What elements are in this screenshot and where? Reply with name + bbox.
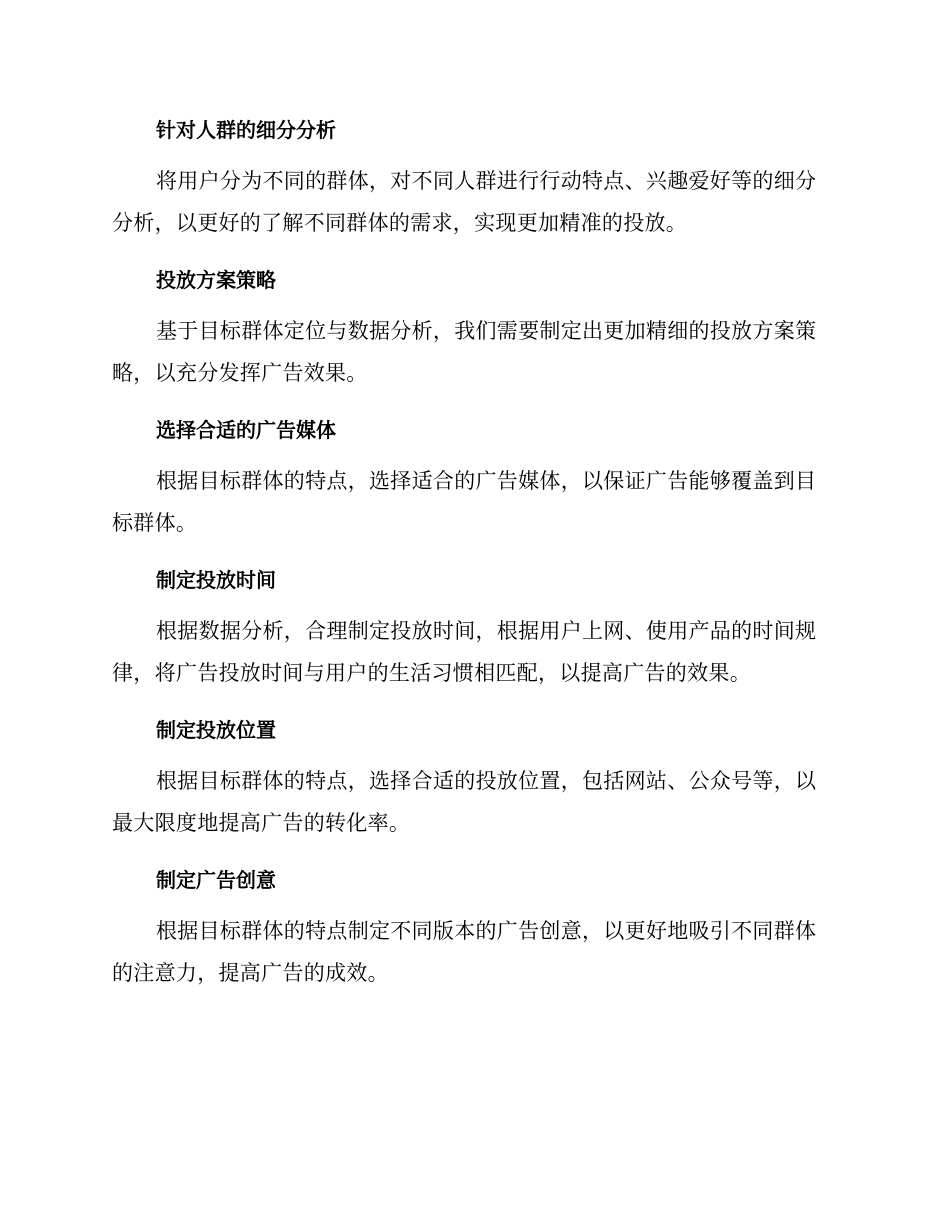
section-heading-creative: 制定广告创意 <box>156 868 276 892</box>
section-body-creative: 根据目标群体的特点制定不同版本的广告创意，以更好地吸引不同群体的注意力，提高广告的成效。 <box>112 919 817 985</box>
section-body-media: 根据目标群体的特点，选择适合的广告媒体，以保证广告能够覆盖到目标群体。 <box>112 469 817 535</box>
section-heading-timing: 制定投放时间 <box>156 568 276 592</box>
section-heading-segment-analysis: 针对人群的细分分析 <box>156 118 336 142</box>
section-body-timing: 根据数据分析，合理制定投放时间，根据用户上网、使用产品的时间规律，将广告投放时间与用户的生活习惯相匹配，以提高广告的效果。 <box>112 619 817 685</box>
section-body-segment-analysis: 将用户分为不同的群体，对不同人群进行行动特点、兴趣爱好等的细分分析，以更好的了解不同群体的需求，实现更加精准的投放。 <box>112 169 817 235</box>
document-content <box>112 108 832 1008</box>
section-heading-strategy: 投放方案策略 <box>156 268 276 292</box>
section-body-placement: 根据目标群体的特点，选择合适的投放位置，包括网站、公众号等，以最大限度地提高广告的转化率。 <box>112 769 817 835</box>
section-body-strategy: 基于目标群体定位与数据分析，我们需要制定出更加精细的投放方案策略，以充分发挥广告效果。 <box>112 319 817 385</box>
section-heading-placement: 制定投放位置 <box>156 718 276 742</box>
section-heading-media: 选择合适的广告媒体 <box>156 418 336 442</box>
